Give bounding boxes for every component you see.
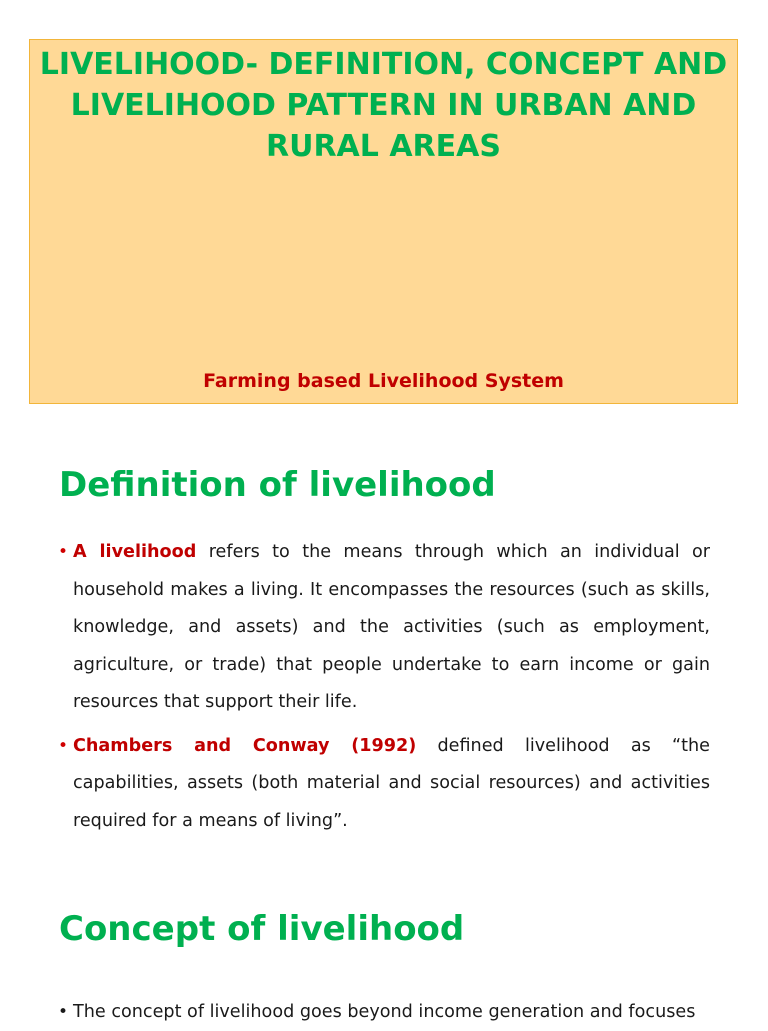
concept-bullet-list [58,993,710,1031]
bullet-icon: • [58,735,69,756]
slide-subtitle: Farming based Livelihood System [203,370,564,392]
citation-text: defined livelihood as “the capabilities, assets (both material and social resources) and activities required for a means of living”. [73,735,710,831]
definition-bullet [58,728,710,841]
definition-term: A livelihood [73,542,197,562]
bullet-icon: • [58,1002,69,1022]
concept-heading: Concept of livelihood [59,909,465,949]
definition-bullet [58,534,710,722]
bullet-icon: • [58,542,69,562]
definition-heading: Definition of livelihood [59,465,496,505]
title-slide [29,39,738,404]
slide-title: LIVELIHOOD- DEFINITION, CONCEPT AND LIVELIHOOD PATTERN IN URBAN AND RURAL AREAS [39,47,728,164]
citation-term: Chambers and Conway (1992) [73,735,417,756]
concept-bullet [58,993,710,1031]
definition-bullet-list [58,534,710,840]
definition-text: refers to the means through which an individual or household makes a living. It encompasses the resources (such as skills, knowledge, and assets) and the activities (such as employment, agriculture, or trade) that people undertake to earn income or gain resources that support their life. [73,542,711,712]
concept-text: The concept of livelihood goes beyond income generation and focuses [73,1002,696,1022]
